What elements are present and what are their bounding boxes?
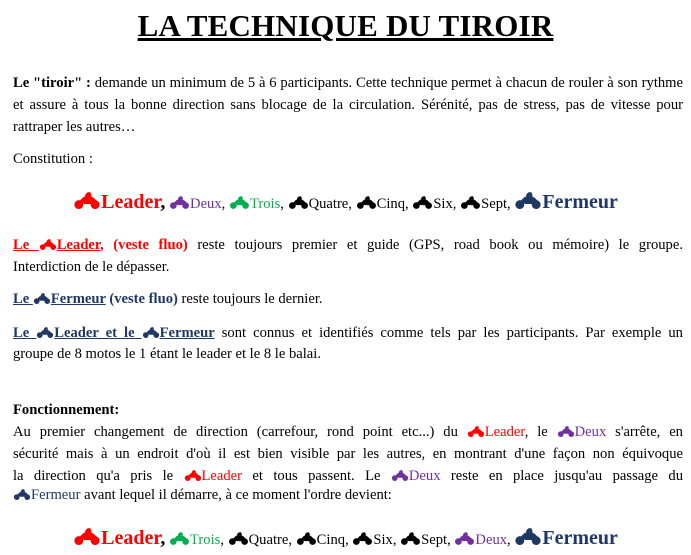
page-title: LA TECHNIQUE DU TIROIR [137,8,554,43]
fonctionnement-heading: Fonctionnement: [13,402,120,418]
row2-leader-label: Leader [101,527,161,549]
moto-icon [39,238,57,251]
leader-definition-line2: Interdiction de le dépasser. [13,259,170,275]
fermeur-definition [13,291,323,308]
row2-deux-label: Deux [475,532,508,548]
row2-deux [454,532,507,548]
moto-icon [73,526,101,547]
fonctionnement-line3 [13,465,683,487]
moto-icon [36,326,54,339]
separator: , [220,532,224,548]
separator: , [345,532,349,548]
separator: , [447,532,451,548]
separator: , [348,196,352,212]
both-def-le: Le [13,325,37,341]
row1-leader-label: Leader [101,191,161,213]
fonct-l3c: reste en place jusqu'au passage du [440,468,683,484]
row2-six-label: Six [373,532,393,548]
fonct-l2: sécurité mais à un endroit d'où il est bien visible par les autres, en montrant d'une façon non équivoque [13,446,683,462]
intro-term: Le "tiroir" : [13,75,91,91]
moto-icon [169,195,190,210]
fonct-l4-fermeur [13,487,80,503]
separator: , [392,532,397,548]
leader-def-name: Leader [56,237,101,253]
fonctionnement-line1 [13,421,683,443]
row1-leader [73,191,161,213]
moto-icon [467,425,485,438]
row1-fermeur-label: Fermeur [542,191,618,213]
moto-icon [73,190,101,211]
row1-quatre [288,196,349,212]
row2-cinq [296,532,345,548]
leader-def-text: reste toujours premier et guide (GPS, road book ou mémoire) le groupe. [187,237,683,253]
both-def-fermeur: Fermeur [159,325,215,341]
both-def-leader: Leader [54,325,99,341]
fonct-l3-leader-label: Leader [201,468,243,484]
fonct-l3-deux [391,468,441,484]
moto-icon [514,526,542,547]
row1-trois-label: Trois [249,196,281,212]
moto-icon [514,190,542,211]
leader-fermeur-definition-line2: groupe de 8 motos le 1 étant le leader et le 8 le balai. [13,346,321,362]
moto-icon [13,488,31,501]
row1-fermeur [514,191,618,213]
fermeur-def-le: Le [13,291,33,307]
moto-icon [288,195,309,210]
intro-text: demande un minimum de 5 à 6 participants. Cette technique permet à chacun de rouler à son rythme et assure à tous la bonne direction sans blocage de la circulation. Sérénité, pas de stress, pas de vitesse pour rattraper les autres… [13,75,684,135]
moto-icon [400,531,421,546]
intro-paragraph [13,72,683,138]
row1-sept [460,196,507,212]
row2-leader [73,527,161,549]
fonct-deux [557,424,607,440]
separator: , [160,191,166,213]
moto-icon [228,531,249,546]
fermeur-def-fluo: (veste fluo) [105,291,178,307]
row2-quatre-label: Quatre [248,532,289,548]
row1-cinq-label: Cinq [376,196,405,212]
moto-icon [296,531,317,546]
moto-icon [391,469,409,482]
moto-icon [412,195,433,210]
fonct-l3-leader [184,468,243,484]
both-def-text: sont connus et identifiés comme tels par les participants. Par exemple un [214,325,683,341]
leader-def-le: Le [13,237,39,253]
fonct-l3b: et tous passent. Le [242,468,391,484]
row1-six [412,196,452,212]
moto-icon [356,195,377,210]
fermeur-def-term [13,291,106,307]
leader-def-fluo: , (veste fluo) [100,237,188,253]
both-def-et: et le [98,325,142,341]
fonct-leader [467,424,525,440]
moto-icon [557,425,575,438]
row1-deux-label: Deux [190,196,222,212]
moto-icon [184,469,202,482]
moto-icon [352,531,373,546]
separator: , [160,527,166,549]
row1-cinq [356,196,405,212]
fonct-l4-fermeur-label: Fermeur [31,487,81,503]
fonct-l1a: Au premier changement de direction (carrefour, rond point etc...) du [13,424,467,440]
row2-fermeur-label: Fermeur [542,527,618,549]
row2-sept-label: Sept [421,532,448,548]
fonct-l1c: s'arrête, en [606,424,683,440]
fonct-l3-deux-label: Deux [408,468,441,484]
fermeur-def-text: reste toujours le dernier. [177,291,323,307]
row1-deux [169,196,222,212]
fonct-deux-label: Deux [574,424,607,440]
fonctionnement-line4 [13,487,392,504]
row2-six [352,532,392,548]
row1-trois [229,196,280,212]
moto-icon [454,531,475,546]
row2-trois-label: Trois [190,532,221,548]
row2-quatre [228,532,289,548]
moto-icon [169,531,190,546]
separator: , [507,196,511,212]
moto-icon [460,195,481,210]
both-def-term [13,325,215,341]
order-row-initial [0,190,691,214]
fonct-l1b: , le [524,424,557,440]
separator: , [452,196,457,212]
fonct-l4: avant lequel il démarre, à ce moment l'ordre devient: [80,487,392,503]
row1-six-label: Six [433,196,453,212]
row2-trois [169,532,220,548]
fonct-l3a: la direction qu'a pris le [13,468,184,484]
row2-fermeur [514,527,618,549]
leader-def-term [13,237,100,253]
constitution-label: Constitution : [13,151,93,167]
moto-icon [142,326,160,339]
separator: , [507,532,511,548]
fonctionnement-line2 [13,443,683,465]
row2-cinq-label: Cinq [316,532,346,548]
moto-icon [229,195,250,210]
moto-icon [33,292,51,305]
row2-sept [400,532,447,548]
separator: , [221,196,226,212]
separator: , [405,196,409,212]
separator: , [280,196,284,212]
separator: , [288,532,293,548]
order-row-after [0,526,691,550]
row1-sept-label: Sept [481,196,508,212]
fonct-leader-label: Leader [484,424,525,440]
leader-definition [13,234,683,256]
row1-quatre-label: Quatre [308,196,349,212]
leader-fermeur-definition [13,322,683,344]
fermeur-def-name: Fermeur [50,291,106,307]
